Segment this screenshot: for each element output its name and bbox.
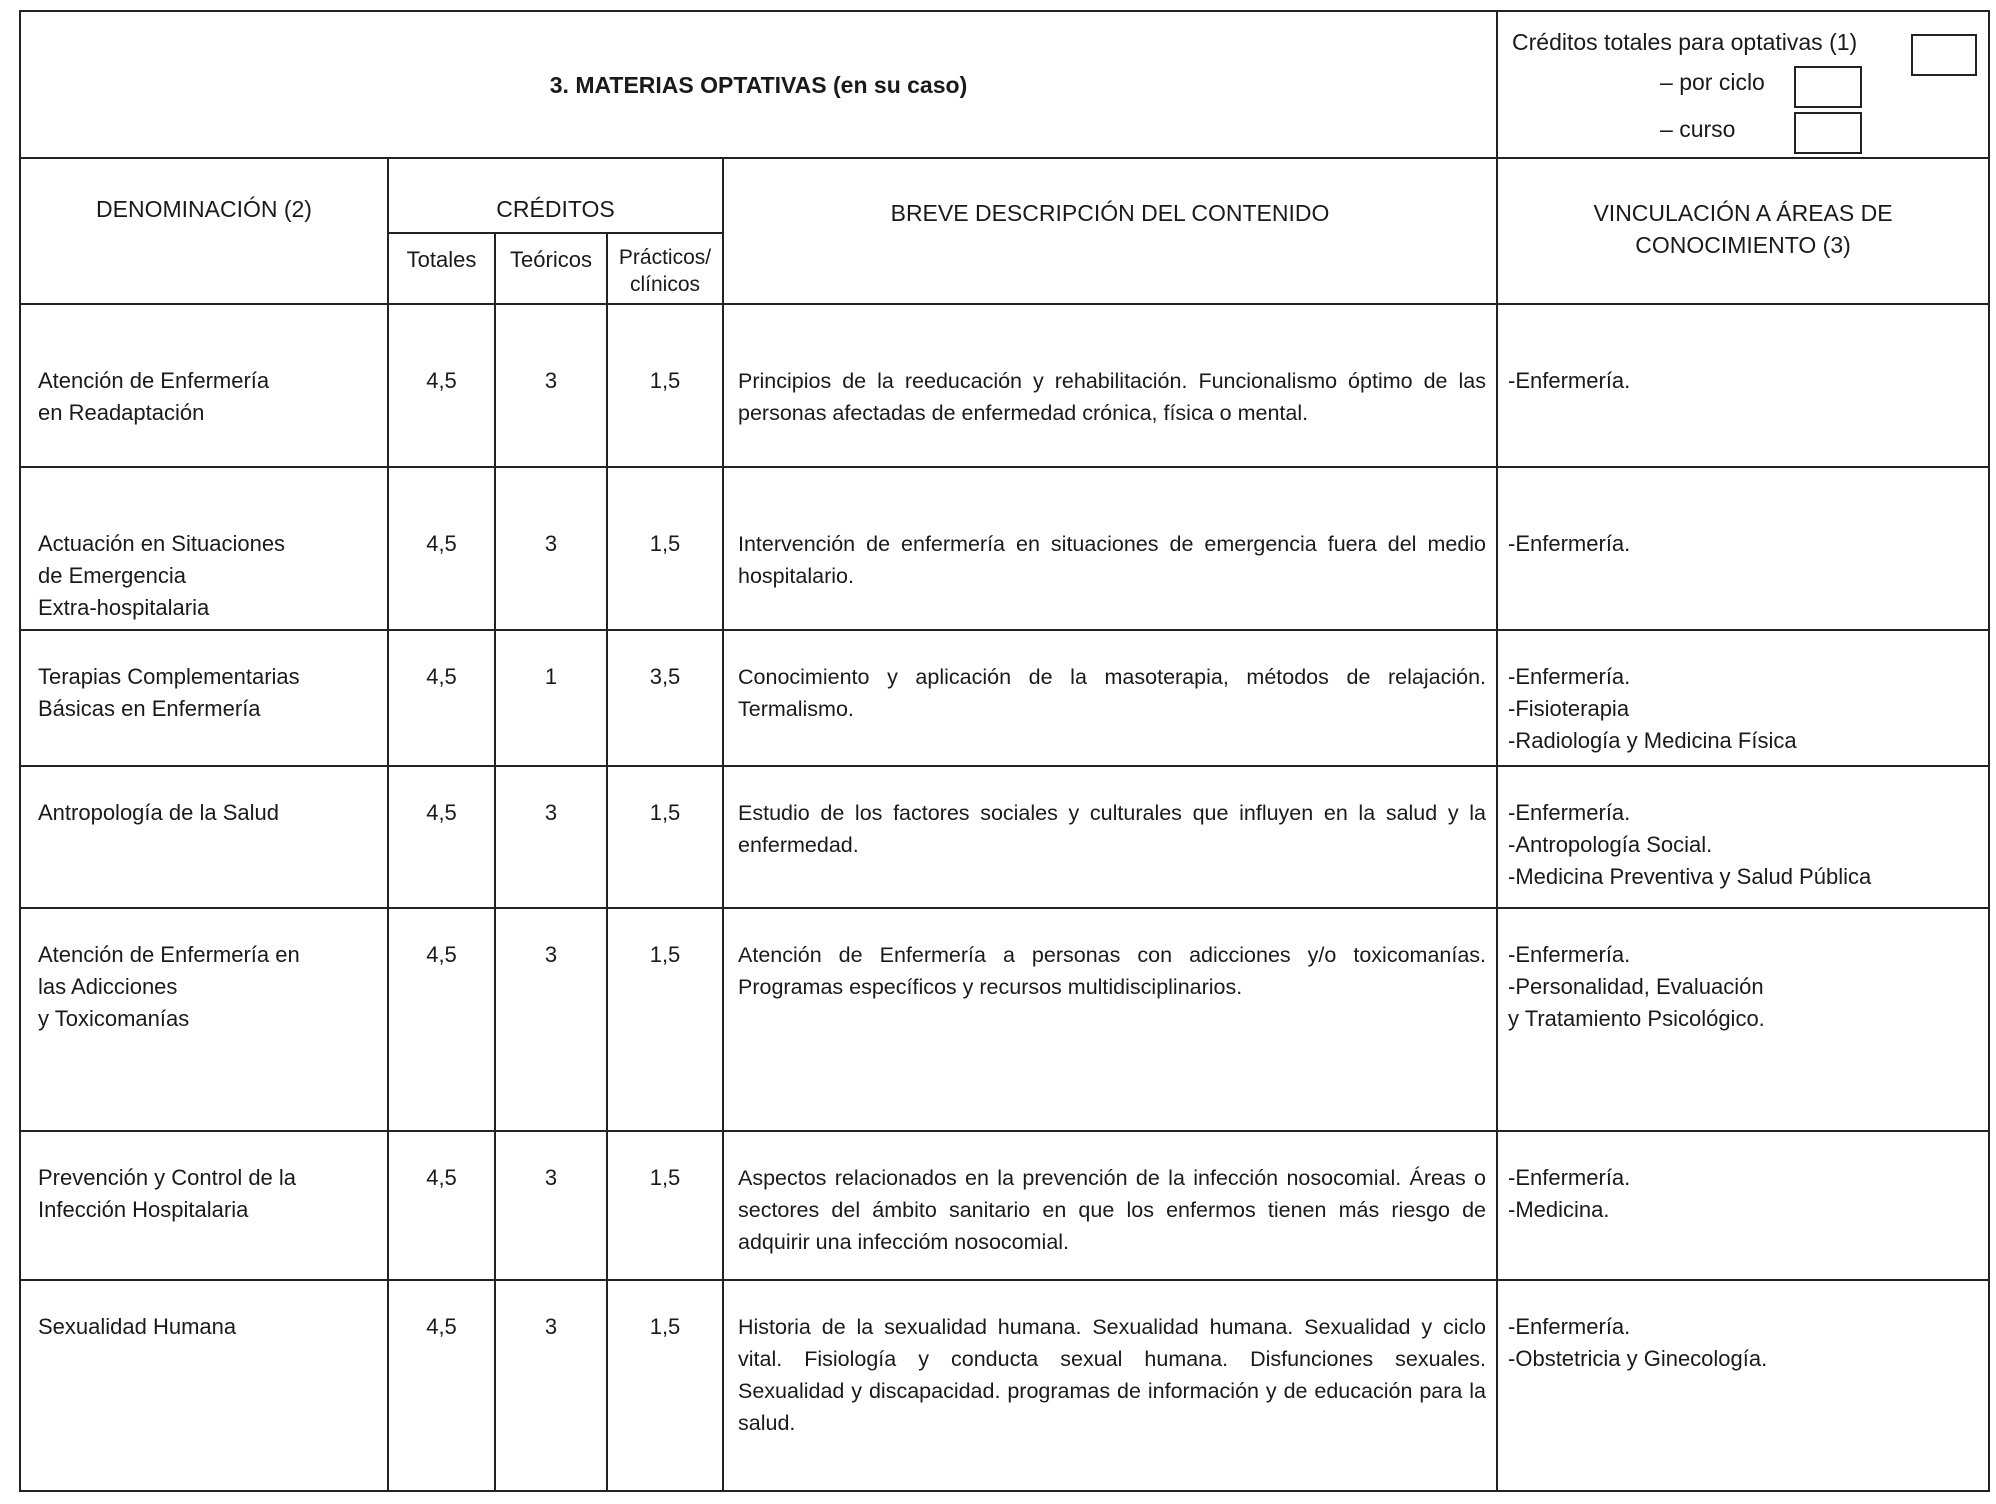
credits-teoricos: 3: [495, 467, 607, 630]
curso-label: – curso: [1660, 116, 1736, 142]
subject-name: Sexualidad Humana: [20, 1280, 388, 1491]
credits-teoricos: 3: [495, 1131, 607, 1280]
credits-totales: 4,5: [388, 467, 495, 630]
header-denominacion: DENOMINACIÓN (2): [20, 158, 388, 304]
total-credits-label: Créditos totales para optativas (1): [1512, 29, 1858, 55]
credits-totales: 4,5: [388, 304, 495, 467]
credits-practicos: 1,5: [607, 304, 723, 467]
knowledge-areas: -Enfermería.: [1497, 467, 1989, 630]
curso-box[interactable]: [1794, 112, 1862, 154]
subject-description: Historia de la sexualidad humana. Sexualidad humana. Sexualidad y ciclo vital. Fisiología y conducta sexual humana. Disfunciones sexuales. Sexualidad y discapacidad. programas de información y de educación para la salud.: [723, 1280, 1497, 1491]
subject-name: Antropología de la Salud: [20, 766, 388, 908]
section-title: 3. MATERIAS OPTATIVAS (en su caso): [20, 11, 1497, 158]
subject-description: Atención de Enfermería a personas con adicciones y/o toxicomanías. Programas específicos y recursos multidisciplinarios.: [723, 908, 1497, 1131]
por-ciclo-box[interactable]: [1794, 66, 1862, 108]
credits-teoricos: 3: [495, 304, 607, 467]
credits-totales: 4,5: [388, 1280, 495, 1491]
table-row: [20, 908, 1989, 1131]
credits-summary: [1497, 11, 1989, 158]
knowledge-areas: -Enfermería. -Personalidad, Evaluación y Tratamiento Psicológico.: [1497, 908, 1989, 1131]
knowledge-areas: -Enfermería. -Obstetricia y Ginecología.: [1497, 1280, 1989, 1491]
subject-description: Aspectos relacionados en la prevención de la infección nosocomial. Áreas o sectores del ámbito sanitario en que los enfermos tienen más riesgo de adquirir una infeccióm nosocomial.: [723, 1131, 1497, 1280]
credits-practicos: 1,5: [607, 467, 723, 630]
credits-totales: 4,5: [388, 766, 495, 908]
subject-name: Atención de Enfermería en las Adicciones y Toxicomanías: [20, 908, 388, 1131]
credits-totales: 4,5: [388, 908, 495, 1131]
header-practicos: Prácticos/ clínicos: [607, 233, 723, 304]
total-credits-box[interactable]: [1911, 34, 1977, 76]
credits-teoricos: 3: [495, 908, 607, 1131]
subject-description: Intervención de enfermería en situaciones de emergencia fuera del medio hospitalario.: [723, 467, 1497, 630]
credits-practicos: 1,5: [607, 766, 723, 908]
credits-teoricos: 1: [495, 630, 607, 766]
credits-practicos: 1,5: [607, 1280, 723, 1491]
table-row: [20, 630, 1989, 766]
credits-practicos: 1,5: [607, 1131, 723, 1280]
credits-totales: 4,5: [388, 1131, 495, 1280]
subject-name: Terapias Complementarias Básicas en Enfermería: [20, 630, 388, 766]
table-row: [20, 766, 1989, 908]
knowledge-areas: -Enfermería. -Fisioterapia -Radiología y Medicina Física: [1497, 630, 1989, 766]
subject-name: Prevención y Control de la Infección Hospitalaria: [20, 1131, 388, 1280]
subject-description: Principios de la reeducación y rehabilitación. Funcionalismo óptimo de las personas afectadas de enfermedad crónica, física o mental.: [723, 304, 1497, 467]
subject-description: Estudio de los factores sociales y culturales que influyen en la salud y la enfermedad.: [723, 766, 1497, 908]
header-descripcion: BREVE DESCRIPCIÓN DEL CONTENIDO: [723, 158, 1497, 304]
credits-teoricos: 3: [495, 766, 607, 908]
por-ciclo-label: – por ciclo: [1660, 69, 1765, 95]
table-row: [20, 304, 1989, 467]
table-row: [20, 467, 1989, 630]
table-row: [20, 1280, 1989, 1491]
knowledge-areas: -Enfermería.: [1497, 304, 1989, 467]
subject-description: Conocimiento y aplicación de la masoterapia, métodos de relajación. Termalismo.: [723, 630, 1497, 766]
credits-teoricos: 3: [495, 1280, 607, 1491]
credits-totales: 4,5: [388, 630, 495, 766]
header-vinculacion: VINCULACIÓN A ÁREAS DE CONOCIMIENTO (3): [1497, 158, 1989, 304]
optional-subjects-table: [19, 10, 1990, 1492]
header-creditos: CRÉDITOS: [388, 158, 723, 233]
knowledge-areas: -Enfermería. -Antropología Social. -Medicina Preventiva y Salud Pública: [1497, 766, 1989, 908]
table-row: [20, 1131, 1989, 1280]
subject-name: Atención de Enfermería en Readaptación: [20, 304, 388, 467]
credits-practicos: 3,5: [607, 630, 723, 766]
credits-practicos: 1,5: [607, 908, 723, 1131]
header-teoricos: Teóricos: [495, 233, 607, 304]
header-totales: Totales: [388, 233, 495, 304]
knowledge-areas: -Enfermería. -Medicina.: [1497, 1131, 1989, 1280]
subject-name: Actuación en Situaciones de Emergencia Extra-hospitalaria: [20, 467, 388, 630]
